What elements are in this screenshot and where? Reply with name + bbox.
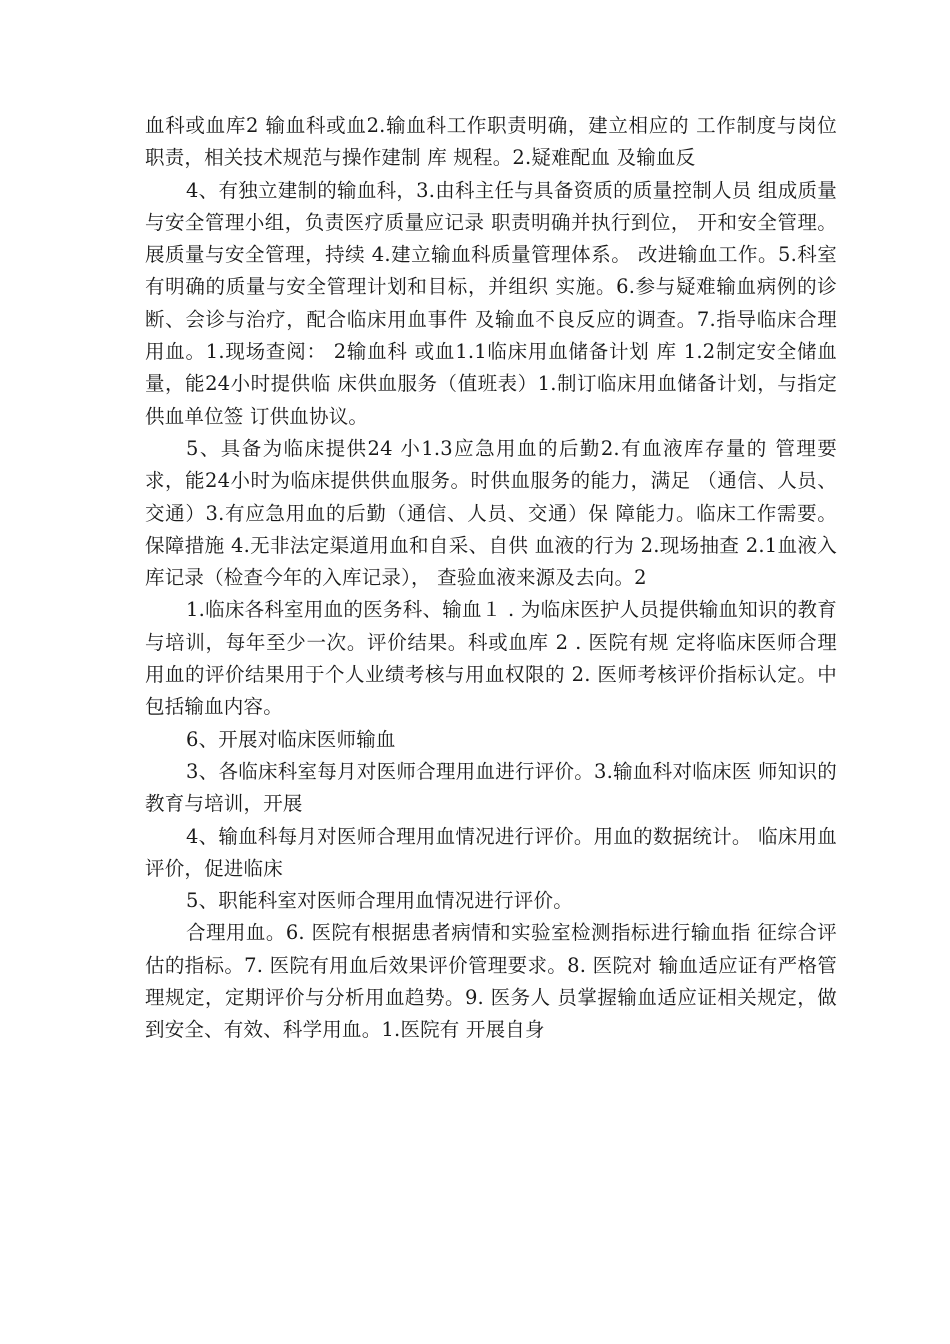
- document-body: [145, 110, 837, 1047]
- paragraph: 4、有独立建制的输血科，3.由科主任与具备资质的质量控制人员 组成质量与安全管理小组，负责医疗质量应记录 职责明确并执行到位， 开和安全管理。展质量与安全管理，持续 4.建立输血科质量管理体系。 改进输血工作。5.科室有明确的质量与安全管理计划和目标，并组织 实施。6.参与疑难输血病例的诊断、会诊与治疗，配合临床用血事件 及输血不良反应的调查。7.指导临床合理用血。1.现场查阅： 2输血科 或血1.1临床用血储备计划 库 1.2制定安全储血量，能24小时提供临 床供血服务（值班表）1.制订临床用血储备计划，与指定供血单位签 订供血协议。: [145, 178, 837, 428]
- paragraph: 4、输血科每月对医师合理用血情况进行评价。用血的数据统计。 临床用血评价，促进临床: [145, 824, 837, 880]
- paragraph: 6、开展对临床医师输血: [186, 727, 396, 751]
- paragraph: 5、具备为临床提供24 小1.3应急用血的后勤2.有血液库存量的 管理要求，能24小时为临床提供供血服务。时供血服务的能力，满足 （通信、人员、交通）3.有应急用血的后勤（通信、人员、交通）保 障能力。临床工作需要。保障措施 4.无非法定渠道用血和自采、自供 血液的行为 2.现场抽查 2.1血液入库记录（检查今年的入库记录）， 查验血液来源及去向。2: [145, 436, 837, 590]
- paragraph: 3、各临床科室每月对医师合理用血进行评价。3.输血科对临床医 师知识的教育与培训，开展: [145, 759, 837, 816]
- paragraph: 血科或血库2 输血科或血2.输血科工作职责明确，建立相应的 工作制度与岗位职责，相关技术规范与操作建制 库 规程。2.疑难配血 及输血反: [145, 114, 837, 170]
- paragraph: 1.临床各科室用血的医务科、输血１ . 为临床医护人员提供输血知识的教育与培训，每年至少一次。评价结果。科或血库 2 . 医院有规 定将临床医师合理用血的评价结果用于个人业绩考核与用血权限的 2. 医师考核评价指标认定。中包括输血内容。: [145, 598, 837, 719]
- paragraph: 合理用血。6. 医院有根据患者病情和实验室检测指标进行输血指 征综合评估的指标。7. 医院有用血后效果评价管理要求。8. 医院对 输血适应证有严格管理规定，定期评价与分析用血趋势。9. 医务人 员掌握输血适应证相关规定，做到安全、有效、科学用血。1.医院有 开展自身: [145, 921, 837, 1042]
- paragraph: 5、职能科室对医师合理用血情况进行评价。: [186, 889, 573, 913]
